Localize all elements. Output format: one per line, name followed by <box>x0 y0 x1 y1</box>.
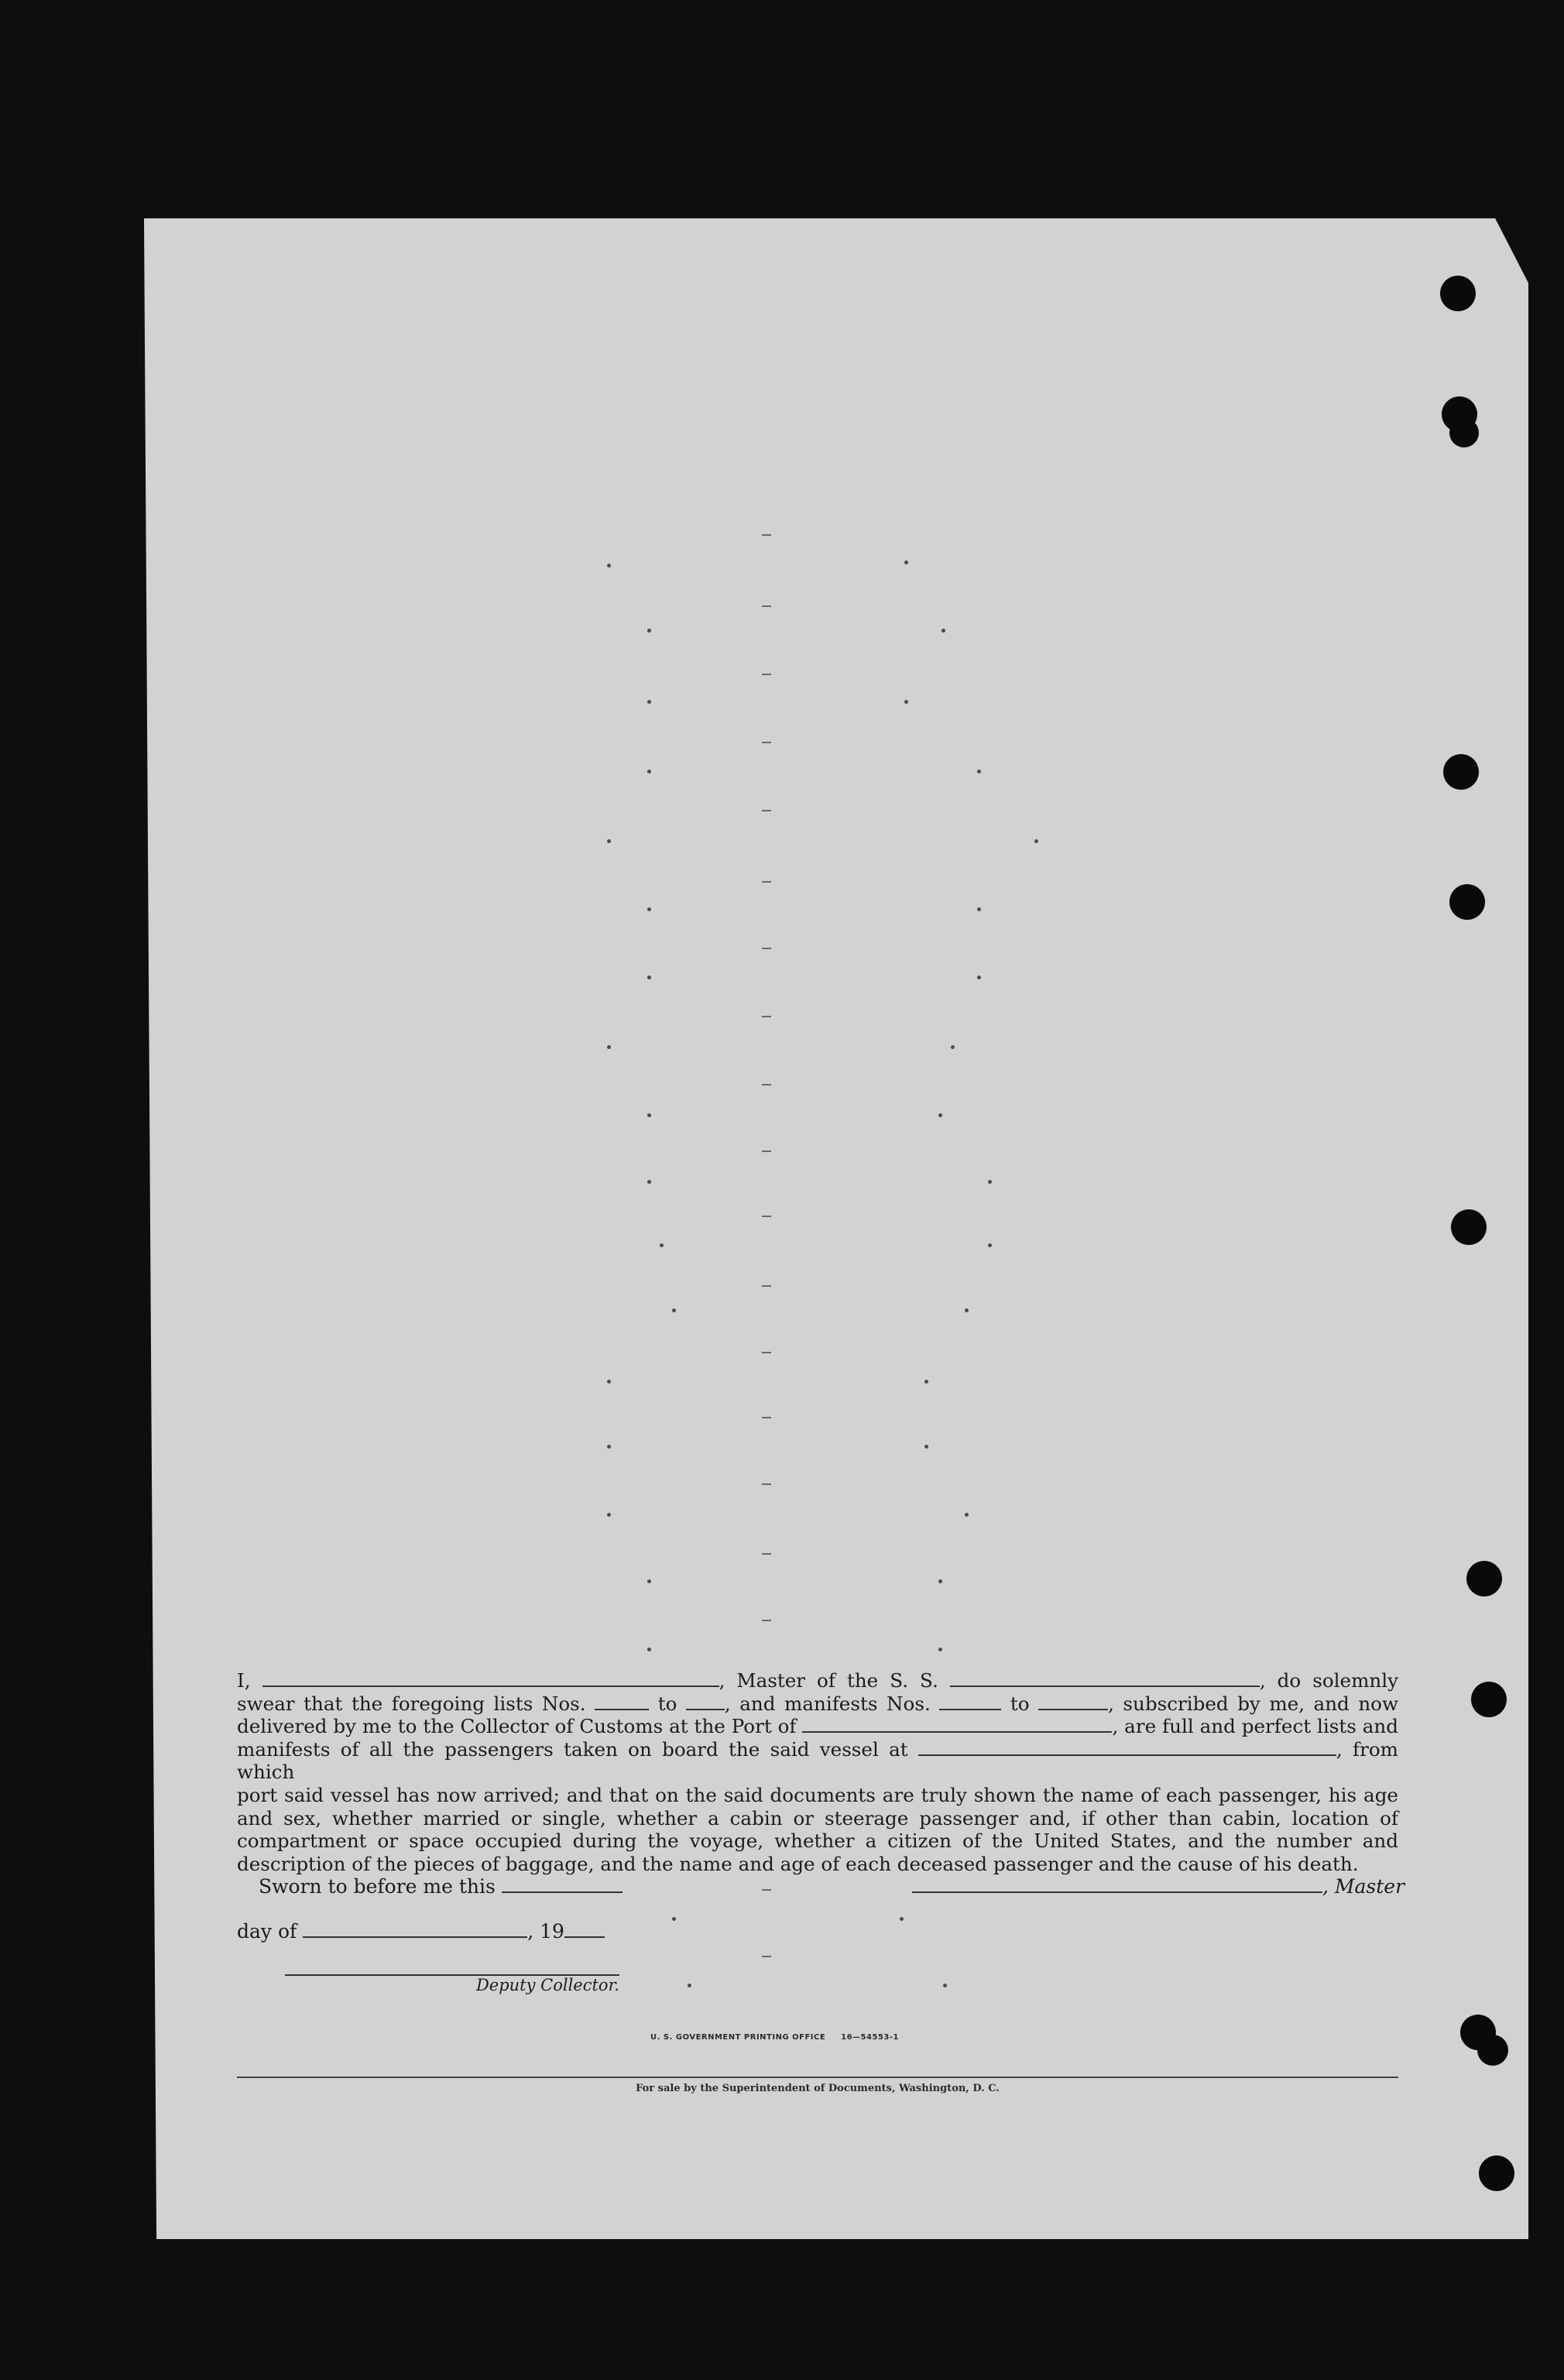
printer-number: 16—54553-1 <box>841 2033 899 2042</box>
master-label: , Master <box>1322 1875 1405 1898</box>
bleed-through-dash <box>762 1483 771 1485</box>
bleed-through-mark <box>943 1984 947 1987</box>
bleed-through-dash <box>762 1889 771 1891</box>
sale-note <box>237 2083 1398 2094</box>
bleed-through-mark <box>647 770 651 773</box>
bleed-through-dash <box>762 1151 771 1152</box>
bleed-through-dash <box>762 1216 771 1217</box>
bleed-through-mark <box>672 1308 676 1312</box>
bleed-through-dash <box>762 881 771 883</box>
oath-line-3 <box>237 1715 1398 1738</box>
bleed-through-mark <box>688 1984 691 1987</box>
divider-rule <box>237 2076 1398 2078</box>
list-to-field[interactable] <box>686 1693 725 1710</box>
bleed-through-mark <box>1034 839 1038 843</box>
list-from-field[interactable] <box>595 1693 649 1710</box>
bleed-through-mark <box>965 1513 969 1517</box>
bleed-through-mark <box>938 1648 942 1651</box>
bleed-through-dash <box>762 605 771 607</box>
bleed-through-dash <box>762 1016 771 1017</box>
oath-text: delivered by me to the Collector of Customs at the Port of <box>237 1715 797 1738</box>
oath-line-4 <box>237 1738 1398 1784</box>
bleed-through-mark <box>904 561 908 564</box>
bleed-through-mark <box>647 700 651 704</box>
punch-hole <box>1449 418 1479 448</box>
bleed-through-dash <box>762 810 771 811</box>
oath-text: , do solemnly <box>1259 1669 1398 1692</box>
bleed-through-dash <box>762 534 771 536</box>
bleed-through-mark <box>938 1579 942 1583</box>
bleed-through-mark <box>607 564 611 568</box>
printer-office: U. S. GOVERNMENT PRINTING OFFICE <box>650 2033 826 2042</box>
master-name-field[interactable] <box>262 1670 719 1687</box>
day-of-line <box>237 1920 605 1943</box>
master-oath-paragraph <box>237 1669 1398 1875</box>
oath-text: , subscribed by me, and now <box>1108 1692 1399 1715</box>
punch-hole <box>1451 1209 1487 1245</box>
bleed-through-dash <box>762 1956 771 1957</box>
bleed-through-dash <box>762 948 771 949</box>
bleed-through-dash <box>762 1084 771 1085</box>
bleed-through-mark <box>647 1180 651 1184</box>
bleed-through-mark <box>660 1243 664 1247</box>
bleed-through-mark <box>941 629 945 633</box>
deputy-collector-label: Deputy Collector. <box>475 1976 619 1994</box>
bleed-through-dash <box>762 1285 771 1287</box>
manifest-to-field[interactable] <box>1038 1693 1108 1710</box>
departure-port-field[interactable] <box>918 1739 1336 1756</box>
bleed-through-mark <box>900 1917 904 1921</box>
bleed-through-mark <box>647 1648 651 1651</box>
sale-note-text: For sale by the Superintendent of Documents, Washington, D. C. <box>636 2083 1000 2094</box>
oath-text: manifests of all the passengers taken on board the said vessel at <box>237 1737 908 1761</box>
oath-line-2 <box>237 1692 1398 1716</box>
sworn-label: Sworn to before me this <box>259 1875 496 1898</box>
oath-text: port said vessel has now arrived; and that on the said documents are truly shown the name of each passenger, his age and sex, whether married or single, whether a cabin or steerage passenger and, if other than cabin, location of compartment or space occupied during the voyage, whether a citizen of the United States, and the number and description of the pieces of baggage, and the name and age of each deceased passenger and the cause of his death. <box>237 1783 1398 1875</box>
oath-text: swear that the foregoing lists Nos. <box>237 1692 586 1715</box>
bleed-through-dash <box>762 1417 771 1418</box>
bleed-through-mark <box>607 1380 611 1384</box>
oath-line-1 <box>237 1669 1398 1692</box>
bleed-through-mark <box>988 1243 992 1247</box>
punch-hole <box>1443 754 1479 790</box>
bleed-through-mark <box>647 976 651 979</box>
sworn-line <box>259 1875 623 1898</box>
bleed-through-mark <box>647 1579 651 1583</box>
deputy-signature-field[interactable] <box>285 1959 619 1976</box>
bleed-through-mark <box>924 1380 928 1384</box>
port-field[interactable] <box>802 1716 1112 1733</box>
punch-hole <box>1449 884 1485 920</box>
bleed-through-dash <box>762 1352 771 1353</box>
bleed-through-mark <box>965 1308 969 1312</box>
oath-text: I, <box>237 1669 251 1692</box>
bleed-through-mark <box>977 907 981 911</box>
manifest-from-field[interactable] <box>939 1693 1001 1710</box>
sworn-date-field[interactable] <box>502 1876 623 1893</box>
bleed-through-dash <box>762 1553 771 1555</box>
bleed-through-mark <box>924 1445 928 1449</box>
master-signature-field[interactable] <box>912 1876 1322 1893</box>
bleed-through-dash <box>762 674 771 675</box>
year-field[interactable] <box>564 1921 605 1938</box>
bleed-through-mark <box>607 839 611 843</box>
bleed-through-mark <box>647 907 651 911</box>
deputy-signature-block <box>285 1959 619 1994</box>
bleed-through-mark <box>977 770 981 773</box>
oath-text: , are full and perfect lists and <box>1112 1715 1399 1738</box>
bleed-through-dash <box>762 1620 771 1621</box>
bleed-through-mark <box>607 1513 611 1517</box>
bleed-through-mark <box>607 1445 611 1449</box>
ship-name-field[interactable] <box>950 1670 1260 1687</box>
oath-text: to <box>1010 1692 1030 1715</box>
bleed-through-mark <box>672 1917 676 1921</box>
oath-text: , from which <box>237 1737 1398 1784</box>
punch-hole <box>1477 2035 1508 2066</box>
printer-imprint <box>650 2033 899 2042</box>
master-signature-line <box>912 1875 1405 1898</box>
year-prefix: , 19 <box>527 1920 564 1943</box>
bleed-through-dash <box>762 742 771 743</box>
month-field[interactable] <box>303 1921 527 1938</box>
bleed-through-mark <box>988 1180 992 1184</box>
bleed-through-mark <box>647 629 651 633</box>
punch-hole <box>1466 1561 1502 1596</box>
oath-text: , and manifests Nos. <box>724 1692 931 1715</box>
bleed-through-mark <box>938 1113 942 1117</box>
bleed-through-mark <box>977 976 981 979</box>
bleed-through-mark <box>904 700 908 704</box>
day-of-label: day of <box>237 1920 297 1943</box>
bleed-through-mark <box>951 1045 955 1049</box>
oath-text: , Master of the S. S. <box>719 1669 938 1692</box>
oath-text: to <box>657 1692 677 1715</box>
punch-hole <box>1479 2155 1514 2191</box>
bleed-through-mark <box>647 1113 651 1117</box>
punch-hole <box>1471 1682 1507 1717</box>
oath-body <box>237 1784 1398 1875</box>
bleed-through-mark <box>607 1045 611 1049</box>
punch-hole <box>1440 276 1476 311</box>
